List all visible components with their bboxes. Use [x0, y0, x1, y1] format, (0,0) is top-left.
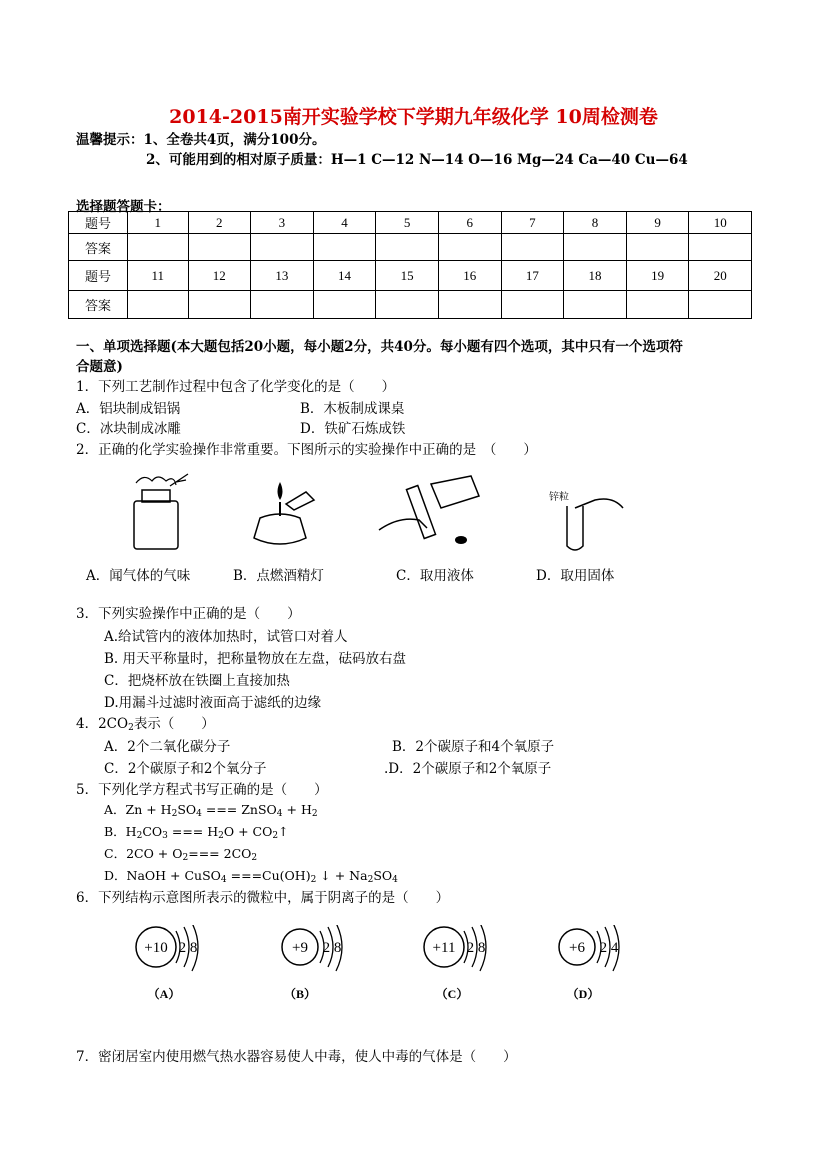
diagram-label: （A）	[147, 987, 181, 1001]
answer-label-cell: 答案	[69, 291, 128, 319]
answer-cell[interactable]	[689, 291, 752, 319]
q4-option-c: C．2个碳原子和2个氧分子	[104, 761, 267, 777]
smelling-gas-illustration	[120, 468, 200, 553]
answer-cell[interactable]	[626, 234, 689, 261]
answer-cell[interactable]	[564, 291, 627, 319]
eq-sub: 4	[196, 809, 202, 819]
number-cell: 11	[128, 261, 189, 291]
answer-cell[interactable]	[438, 291, 501, 319]
answer-cell[interactable]	[626, 291, 689, 319]
eq-sub: 3	[162, 831, 168, 841]
eq-sub: 2	[171, 809, 178, 819]
eq-part: SO	[373, 868, 393, 883]
eq-part: ↓ + Na	[316, 868, 368, 883]
number-cell: 10	[689, 212, 752, 234]
tips-text-1: 1、全卷共4页，满分100分。	[143, 132, 326, 148]
number-cell: 2	[188, 212, 251, 234]
number-cell: 19	[626, 261, 689, 291]
answer-card-row-numbers-1	[69, 212, 752, 234]
number-cell: 17	[501, 261, 564, 291]
q1-option-b: B．木板制成课桌	[300, 401, 405, 417]
q4-option-d: .D．2个碳原子和2个氧原子	[384, 761, 552, 777]
diagram-label: （B）	[283, 987, 317, 1001]
number-cell: 18	[564, 261, 627, 291]
answer-cell[interactable]	[501, 234, 564, 261]
header-cell: 题号	[69, 212, 128, 234]
eq-sub: 4	[220, 875, 227, 885]
header-cell: 题号	[69, 261, 128, 291]
q3-option-c: C．把烧杯放在铁圈上直接加热	[104, 673, 290, 689]
section-heading-cont: 合题意)	[76, 359, 123, 375]
number-cell: 7	[501, 212, 564, 234]
eq-part: ===Cu(OH)	[226, 868, 311, 883]
q3-option-d: D.用漏斗过滤时液面高于滤纸的边缘	[104, 695, 322, 711]
question-2-stem: 2．正确的化学实验操作非常重要。下图所示的实验操作中正确的是 （ ）	[76, 442, 537, 458]
number-cell: 13	[251, 261, 314, 291]
eq-sub: 2	[182, 853, 189, 863]
question-7-stem: 7．密闭居室内使用燃气热水器容易使人中毒，使人中毒的气体是（ ）	[76, 1049, 517, 1065]
electron-shells: 2 8	[466, 940, 486, 956]
pouring-liquid-illustration	[375, 472, 485, 547]
answer-cell[interactable]	[376, 234, 439, 261]
question-1-stem: 1．下列工艺制作过程中包含了化学变化的是（ ）	[76, 379, 396, 395]
q2-option-b: B．点燃酒精灯	[233, 568, 324, 584]
answer-cell[interactable]	[438, 234, 501, 261]
eq-sub: 2	[218, 831, 224, 841]
answer-cell[interactable]	[689, 234, 752, 261]
eq-part: A．Zn + H	[104, 802, 172, 817]
nucleus-charge: +6	[569, 940, 585, 956]
answer-cell[interactable]	[188, 234, 251, 261]
tips-label: 温馨提示：	[76, 132, 144, 148]
answer-card-row-answers-2	[69, 291, 752, 319]
eq-sub: 4	[392, 875, 398, 885]
answer-cell[interactable]	[188, 291, 251, 319]
gas-arrow: ↑	[278, 824, 289, 839]
section-heading: 一、单项选择题(本大题包括20小题，每小题2分，共40分。每小题有四个选项，其中只有一个选项符	[76, 339, 683, 355]
answer-cell[interactable]	[128, 291, 189, 319]
eq-sub: 2	[272, 831, 279, 841]
number-cell: 8	[564, 212, 627, 234]
page-title: 2014-2015南开实验学校下学期九年级化学 10周检测卷	[169, 106, 658, 128]
eq-part: B．H	[104, 824, 137, 839]
question-4-stem	[76, 712, 215, 732]
q2-option-c: C．取用液体	[396, 568, 474, 584]
q3-option-a: A.给试管内的液体加热时，试管口对着人	[104, 629, 348, 645]
eq-sub: 2	[367, 875, 374, 885]
nucleus-charge: +10	[144, 940, 168, 956]
eq-part: SO	[177, 802, 197, 817]
number-cell: 20	[689, 261, 752, 291]
answer-cell[interactable]	[501, 291, 564, 319]
eq-sub: 2	[136, 831, 143, 841]
number-cell: 5	[376, 212, 439, 234]
electron-shells: 2 8	[322, 940, 342, 956]
eq-part: === H	[167, 824, 219, 839]
q5-option-a	[104, 800, 318, 818]
q5-option-b	[104, 822, 289, 840]
eq-sub: 2	[310, 875, 317, 885]
atom-structure-diagram-d	[555, 925, 635, 1005]
q4-option-b: B．2个碳原子和4个氧原子	[392, 739, 555, 755]
atom-structure-diagram-a	[130, 925, 210, 1005]
answer-card-row-answers-1	[69, 234, 752, 261]
answer-label-cell: 答案	[69, 234, 128, 261]
number-cell: 1	[128, 212, 189, 234]
eq-part: C．2CO + O	[104, 846, 183, 861]
number-cell: 3	[251, 212, 314, 234]
q4-stem-pre: 4．2CO	[76, 716, 129, 732]
atom-structure-diagram-c	[418, 925, 500, 1005]
q4-option-a: A．2个二氧化碳分子	[104, 739, 231, 755]
question-5-stem: 5．下列化学方程式书写正确的是（ ）	[76, 782, 328, 798]
answer-card-table	[68, 211, 752, 319]
number-cell: 6	[438, 212, 501, 234]
eq-sub: 2	[311, 809, 318, 819]
number-cell: 9	[626, 212, 689, 234]
question-3-stem: 3．下列实验操作中正确的是（ ）	[76, 606, 301, 622]
question-6-stem: 6．下列结构示意图所表示的微粒中，属于阴离子的是（ ）	[76, 890, 450, 906]
number-cell: 16	[438, 261, 501, 291]
eq-part: CO	[142, 824, 163, 839]
eq-part: === ZnSO	[201, 802, 277, 817]
diagram-label: （C）	[435, 987, 469, 1001]
number-cell: 4	[313, 212, 376, 234]
q5-option-d	[104, 866, 398, 884]
eq-sub: 4	[276, 809, 283, 819]
atom-structure-diagram-b	[278, 925, 358, 1005]
answer-cell[interactable]	[251, 291, 314, 319]
alcohol-lamp-illustration	[240, 478, 320, 548]
q5-option-c	[104, 844, 257, 862]
q3-option-b: B. 用天平称量时，把称量物放在左盘，砝码放右盘	[104, 651, 407, 667]
electron-shells: 2 4	[599, 940, 619, 956]
q2-option-d: D．取用固体	[536, 568, 615, 584]
eq-sub: 2	[251, 853, 258, 863]
number-cell: 12	[188, 261, 251, 291]
eq-part: O + CO	[223, 824, 273, 839]
answer-card-label: 选择题答题卡：	[76, 199, 171, 215]
tips-line1	[76, 128, 325, 148]
answer-cell[interactable]	[313, 234, 376, 261]
q1-option-a: A．铝块制成铝锅	[76, 401, 181, 417]
electron-shells: 2 8	[178, 940, 198, 956]
answer-cell[interactable]	[251, 234, 314, 261]
tips-line2: 2、可能用到的相对原子质量：H—1 C—12 N—14 O—16 Mg—24 Ca—40 Cu—64	[146, 152, 688, 168]
answer-cell[interactable]	[376, 291, 439, 319]
adding-solid-illustration	[545, 488, 625, 553]
q4-stem-sub: 2	[128, 723, 134, 733]
eq-part: D．NaOH + CuSO	[104, 868, 221, 883]
diagram-label: （D）	[566, 987, 600, 1001]
zinc-label: 锌粒	[549, 492, 569, 503]
q4-stem-post: 表示（ ）	[133, 716, 215, 732]
number-cell: 15	[376, 261, 439, 291]
answer-cell[interactable]	[564, 234, 627, 261]
nucleus-charge: +11	[432, 940, 456, 956]
q1-option-d: D．铁矿石炼成铁	[300, 421, 406, 437]
number-cell: 14	[313, 261, 376, 291]
q1-option-c: C．冰块制成冰雕	[76, 421, 181, 437]
q2-option-a: A．闻气体的气味	[86, 568, 191, 584]
answer-cell[interactable]	[128, 234, 189, 261]
eq-part: + H	[282, 802, 312, 817]
answer-cell[interactable]	[313, 291, 376, 319]
answer-card-row-numbers-2	[69, 261, 752, 291]
nucleus-charge: +9	[292, 940, 308, 956]
eq-part: === 2CO	[188, 846, 252, 861]
